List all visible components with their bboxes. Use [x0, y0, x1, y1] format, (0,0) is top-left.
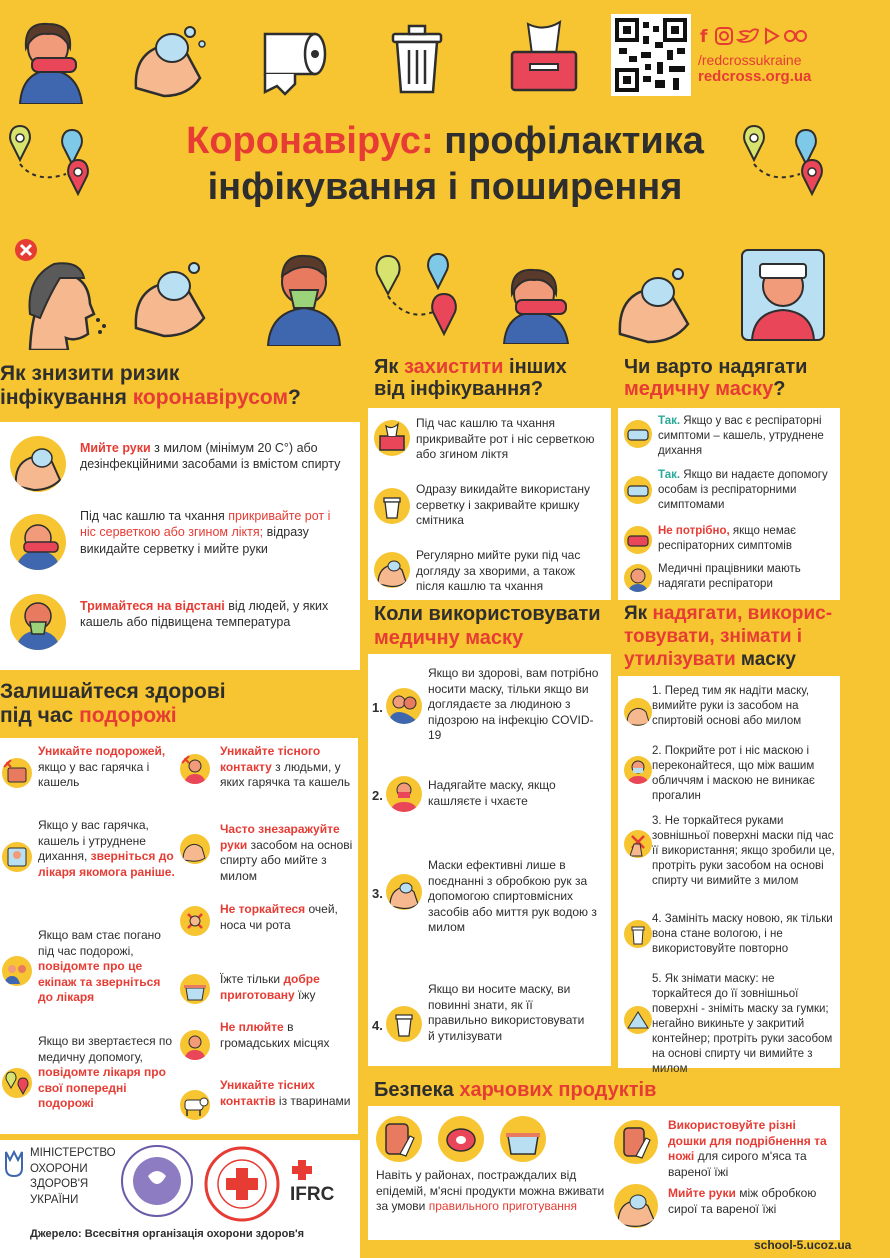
- travel-r5-text: в громадських місцях: [220, 1020, 330, 1050]
- risk-card: [0, 422, 360, 670]
- when-item-4: Якщо ви носите маску, ви повинні знати, як її правильно використовувати й утилізувати: [428, 982, 585, 1043]
- no-spit-circle: [180, 1030, 210, 1060]
- doctor-circle: [2, 842, 32, 872]
- risk-item-2b: відразу викидайте серветку і мийте руки: [80, 525, 309, 556]
- watermark: school-5.ucoz.ua: [754, 1238, 852, 1252]
- food-r1-text: для сирого м'яса та вареної їжі: [668, 1149, 807, 1179]
- when-icon-3: [386, 874, 422, 910]
- rehab-center-logo: [120, 1144, 194, 1218]
- how-icon-3: [624, 830, 652, 858]
- food-text-red: правильного приготування: [428, 1199, 578, 1214]
- tissue-circle: [374, 420, 410, 456]
- second-icon-row: [0, 230, 890, 350]
- food-heading-b: харчових продуктів: [459, 1079, 657, 1101]
- social-handle[interactable]: /redcrossukraine: [698, 52, 802, 68]
- how-item-1: 1. Перед тим як надіти маску, вимийте руки із засобом на спиртовій основі або милом: [652, 685, 810, 727]
- risk-heading: [0, 362, 301, 410]
- toilet-paper-icon: [255, 24, 329, 96]
- mask-q-item-1-teal: Так.: [658, 415, 681, 427]
- protect-heading-1b: захистити: [403, 356, 504, 378]
- food-heading-a: Безпека: [374, 1079, 460, 1101]
- tissue-box-icon: [506, 18, 582, 98]
- travel-l2: [38, 818, 178, 880]
- travel-l4-red: повідомте лікаря про свої попередні подорожі: [38, 1065, 166, 1111]
- no-touch-circle: [180, 906, 210, 936]
- sanitize-circle: [180, 834, 210, 864]
- trident-emblem-icon: [4, 1150, 24, 1178]
- how-mask-heading: [624, 602, 832, 671]
- travel-heading: [0, 680, 226, 728]
- how-item-5: 5. Як знімати маску: не торкайтеся до її зовнішньої поверхні - зніміть маску за гумки; негайно викиньте у закритий контейнер; протріть руки засобом на основі спирту чи вимийте з милом: [652, 973, 833, 1075]
- suitcase-circle: [2, 758, 32, 788]
- how-mask-heading-1a: Як: [624, 603, 653, 624]
- trash-circle: [374, 488, 410, 524]
- animal-circle: [180, 1090, 210, 1120]
- travel-l2-red: зверніться до лікаря якомога раніше.: [38, 849, 175, 879]
- risk-heading-2a: інфікування: [0, 386, 133, 409]
- when-item-2: Надягайте маску, якщо кашляєте і чхаєте: [428, 778, 556, 808]
- mask-q-item-4: Медичні працівники мають надягати респіратори: [658, 563, 801, 590]
- ifrc-emblem-icon: [292, 1158, 348, 1182]
- food-r2-text: між обробкою сирої та вареної їжі: [668, 1186, 817, 1216]
- travel-l3-a: Якщо вам стає погано під час подорожі,: [38, 928, 161, 958]
- travel-l1-text: якщо у вас гарячка і кашель: [38, 759, 150, 790]
- travel-r1: [220, 744, 354, 791]
- travel-l3: [38, 928, 178, 1006]
- distance-circle: [10, 594, 66, 650]
- when-mask-heading: [374, 602, 601, 650]
- mask-question-card: [618, 408, 840, 600]
- how-mask-heading-3a: утилізувати: [624, 649, 736, 670]
- title-rest: профілактика: [433, 120, 704, 162]
- sick-person-fever-icon: [740, 246, 826, 344]
- how-mask-heading-3b: маску: [735, 649, 796, 670]
- when-num-4: 4.: [372, 1018, 383, 1033]
- protect-card: [368, 408, 611, 600]
- pot-circle: [500, 1116, 546, 1162]
- hand-wash-icon: [128, 18, 212, 100]
- when-num-1: 1.: [372, 700, 383, 715]
- travel-r4: [220, 972, 354, 1003]
- protect-heading: [374, 356, 567, 400]
- travel-r5: [220, 1020, 354, 1051]
- travel-r1-red: Уникайте тісного контакту: [220, 744, 321, 774]
- mask-q-item-1-text: Якщо у вас є респіраторні симптоми – кашель, утруднене дихання: [658, 415, 824, 457]
- travel-l2-a: Якщо у вас гарячка, кашель і утруднене дихання,: [38, 818, 149, 864]
- how-item-2: 2. Покрийте рот і ніс маскою і переконайтеся, що між вашим обличчям і маскою не виникає прогалин: [652, 745, 815, 802]
- how-icon-1: [624, 698, 652, 726]
- travel-r2: [220, 822, 354, 884]
- ifrc-label: IFRC: [290, 1184, 335, 1205]
- food-r2-red: Мийте руки: [668, 1186, 736, 1200]
- protect-heading-1c: інших: [503, 356, 567, 378]
- person-mask-icon: [262, 246, 346, 346]
- risk-item-1-text: з милом (мінімум 20 С°) або дезінфекційними засобами із вмістом спирту: [80, 441, 341, 472]
- when-mask-heading-1: Коли використовувати: [374, 603, 601, 625]
- how-mask-heading-2: товувати, знімати і: [624, 626, 803, 647]
- cooking-circle: [180, 974, 210, 1004]
- how-item-4: 4. Замініть маску новою, як тільки вона стане вологою, і не використовуйте повторно: [652, 913, 833, 955]
- risk-heading-1: Як знизити ризик: [0, 362, 180, 385]
- pins-circle: [2, 1068, 32, 1098]
- risk-item-3-text: від людей, у яких кашель або підвищена температура: [80, 599, 329, 630]
- travel-l1: [38, 744, 178, 791]
- protect-heading-2: від інфікування?: [374, 378, 544, 400]
- mask-question-heading: [624, 356, 807, 400]
- travel-r6-text: із тваринами: [275, 1093, 351, 1108]
- medic-circle: [624, 564, 652, 592]
- when-item-3: Маски ефективні лише в поєднанні з обробкою рук за допомогою спиртовмісних засобів або миття рук водою з милом: [428, 858, 597, 935]
- risk-item-3-red: Тримайтеся на відстані: [80, 599, 225, 613]
- travel-r6: [220, 1078, 354, 1109]
- mask-q-heading-2b: ?: [773, 378, 786, 400]
- mask-q-item-1: [658, 414, 836, 459]
- when-num-2: 2.: [372, 788, 383, 803]
- travel-l4: [38, 1034, 178, 1112]
- when-icon-1: [386, 688, 422, 724]
- travel-r5-red: Не плюйте: [220, 1020, 284, 1034]
- handwash-circle-2: [374, 552, 410, 588]
- when-item-1: Якщо ви здорові, вам потрібно носити маску, тільки якщо ви доглядаєте за людиною з підозрою на інфекцію COVID-19: [428, 666, 599, 743]
- mask-q-item-3-red: Не потрібно,: [658, 525, 730, 537]
- hand-wash-icon-2: [128, 256, 216, 340]
- protect-item-1: Під час кашлю та чхання прикривайте рот і ніс серветкою або згином ліктя: [416, 416, 595, 462]
- mask-q-item-3: [658, 524, 836, 554]
- mask-circle-2: [624, 476, 652, 504]
- title-line-2: інфікування і поширення: [207, 166, 683, 208]
- mask-q-item-2-text: Якщо ви надаєте допомогу особам із респіраторними симптомами: [658, 469, 828, 511]
- ministry-name: МІНІСТЕРСТВО ОХОРОНИ ЗДОРОВ'Я УКРАЇНИ: [30, 1147, 116, 1206]
- risk-item-2: [80, 508, 348, 557]
- food-card: [368, 1106, 840, 1240]
- travel-l4-a: Якщо ви звертаєтеся по медичну допомогу,: [38, 1034, 173, 1064]
- risk-heading-2b: коронавірусом: [132, 386, 288, 409]
- travel-l3-red: повідомте про це екіпаж та зверніться до лікаря: [38, 959, 161, 1005]
- top-icon-row: [0, 0, 600, 110]
- contact-circle: [180, 754, 210, 784]
- red-cross-ukraine-logo: [204, 1146, 280, 1222]
- sneezing-person-icon: [10, 234, 110, 350]
- food-text-a: Навіть у районах, постраждалих від епідемій, м'ясні продукти можна вживати за умови: [376, 1168, 605, 1214]
- when-icon-4: [386, 1006, 422, 1042]
- meat-circle: [438, 1116, 484, 1162]
- travel-heading-1: Залишайтеся здорові: [0, 680, 226, 703]
- mask-q-item-2: [658, 468, 836, 513]
- crew-circle: [2, 956, 32, 986]
- svg-text:f: f: [700, 27, 708, 46]
- footer-logos: [0, 1140, 360, 1258]
- travel-l1-red: Уникайте подорожей,: [38, 744, 166, 758]
- risk-heading-2c: ?: [287, 386, 301, 409]
- how-mask-heading-1b: надягати, викорис-: [652, 603, 833, 624]
- travel-r6-red: Уникайте тісних контактів: [220, 1078, 315, 1108]
- travel-r1-text: з людьми, у яких гарячка та кашель: [220, 759, 351, 790]
- risk-item-3: [80, 598, 348, 631]
- coughing-person-icon: [12, 14, 90, 104]
- handwash-circle-food: [614, 1184, 658, 1228]
- mask-circle-1: [624, 420, 652, 448]
- when-icon-2: [386, 776, 422, 812]
- how-icon-5: [624, 1006, 652, 1034]
- travel-r3-red: Не торкайтеся: [220, 902, 306, 916]
- mask-circle-3: [624, 526, 652, 554]
- travel-r2-red: Часто знезаражуйте руки: [220, 822, 340, 852]
- how-item-3: 3. Не торкайтеся руками зовнішньої поверхні маски під час її використання; якщо зробили це, протріть руки засобом на основі спирту чи вимийте з милом: [652, 815, 835, 887]
- travel-r3-text: очей, носа чи рота: [220, 902, 338, 932]
- travel-r3: [220, 902, 354, 933]
- risk-item-1: [80, 440, 348, 473]
- when-mask-heading-2: медичну маску: [374, 627, 524, 649]
- travel-r4-b: їжу: [294, 987, 316, 1002]
- food-heading: [374, 1078, 656, 1102]
- protect-heading-1a: Як: [374, 356, 404, 378]
- board-circle-2: [614, 1120, 658, 1164]
- risk-item-2a: Під час кашлю та чхання: [80, 509, 229, 523]
- social-icons: [700, 26, 820, 46]
- qr-code[interactable]: [611, 14, 691, 96]
- mask-q-heading-2a: медичну маску: [624, 378, 774, 400]
- how-icon-2: [624, 756, 652, 784]
- when-mask-card: [368, 654, 611, 1066]
- location-pins-right-icon: [740, 124, 832, 200]
- mask-q-item-3-text: якщо немає респіраторних симптомів: [658, 525, 796, 552]
- food-text: [376, 1168, 606, 1215]
- hand-wash-icon-3: [612, 262, 700, 346]
- how-mask-card: [618, 676, 840, 1075]
- travel-r4-a: Їжте тільки: [220, 972, 284, 986]
- travel-card: [0, 738, 358, 1134]
- how-icon-4: [624, 920, 652, 948]
- when-num-3: 3.: [372, 886, 383, 901]
- mask-q-item-2-teal: Так.: [658, 469, 681, 481]
- website-link[interactable]: redcross.org.ua: [698, 68, 812, 85]
- food-r1: [668, 1118, 836, 1180]
- travel-r2-text: засобом на основі спирту або мийте з милом: [220, 837, 353, 883]
- food-r2: [668, 1186, 836, 1217]
- travel-heading-2a: під час: [0, 704, 80, 727]
- food-r1-red: Використовуйте різні дошки для подрібнення та ножі: [668, 1118, 827, 1164]
- title-red: Коронавірус:: [186, 120, 434, 162]
- risk-item-2-red: прикривайте рот і ніс серветкою або згином ліктя;: [80, 509, 331, 540]
- location-pins-left-icon: [6, 124, 98, 200]
- travel-r4-red: добре приготовану: [220, 972, 320, 1002]
- board-knife-circle: [376, 1116, 422, 1162]
- hand-wash-circle: [10, 436, 66, 492]
- location-pins-icon: [372, 252, 464, 342]
- risk-item-1-red: Мийте руки: [80, 441, 151, 455]
- travel-heading-2b: подорожі: [79, 704, 177, 727]
- coughing-elbow-icon: [494, 260, 580, 344]
- cough-elbow-circle: [10, 514, 66, 570]
- source-note: Джерело: Всесвітня організація охорони здоров'я: [30, 1228, 305, 1240]
- trash-can-icon: [385, 20, 449, 96]
- protect-item-3: Регулярно мийте руки під час догляду за хворими, а також після кашлю та чхання: [416, 548, 581, 594]
- protect-item-2: Одразу викидайте використану серветку і закривайте кришку смітника: [416, 482, 590, 528]
- mask-q-heading-1: Чи варто надягати: [624, 356, 808, 378]
